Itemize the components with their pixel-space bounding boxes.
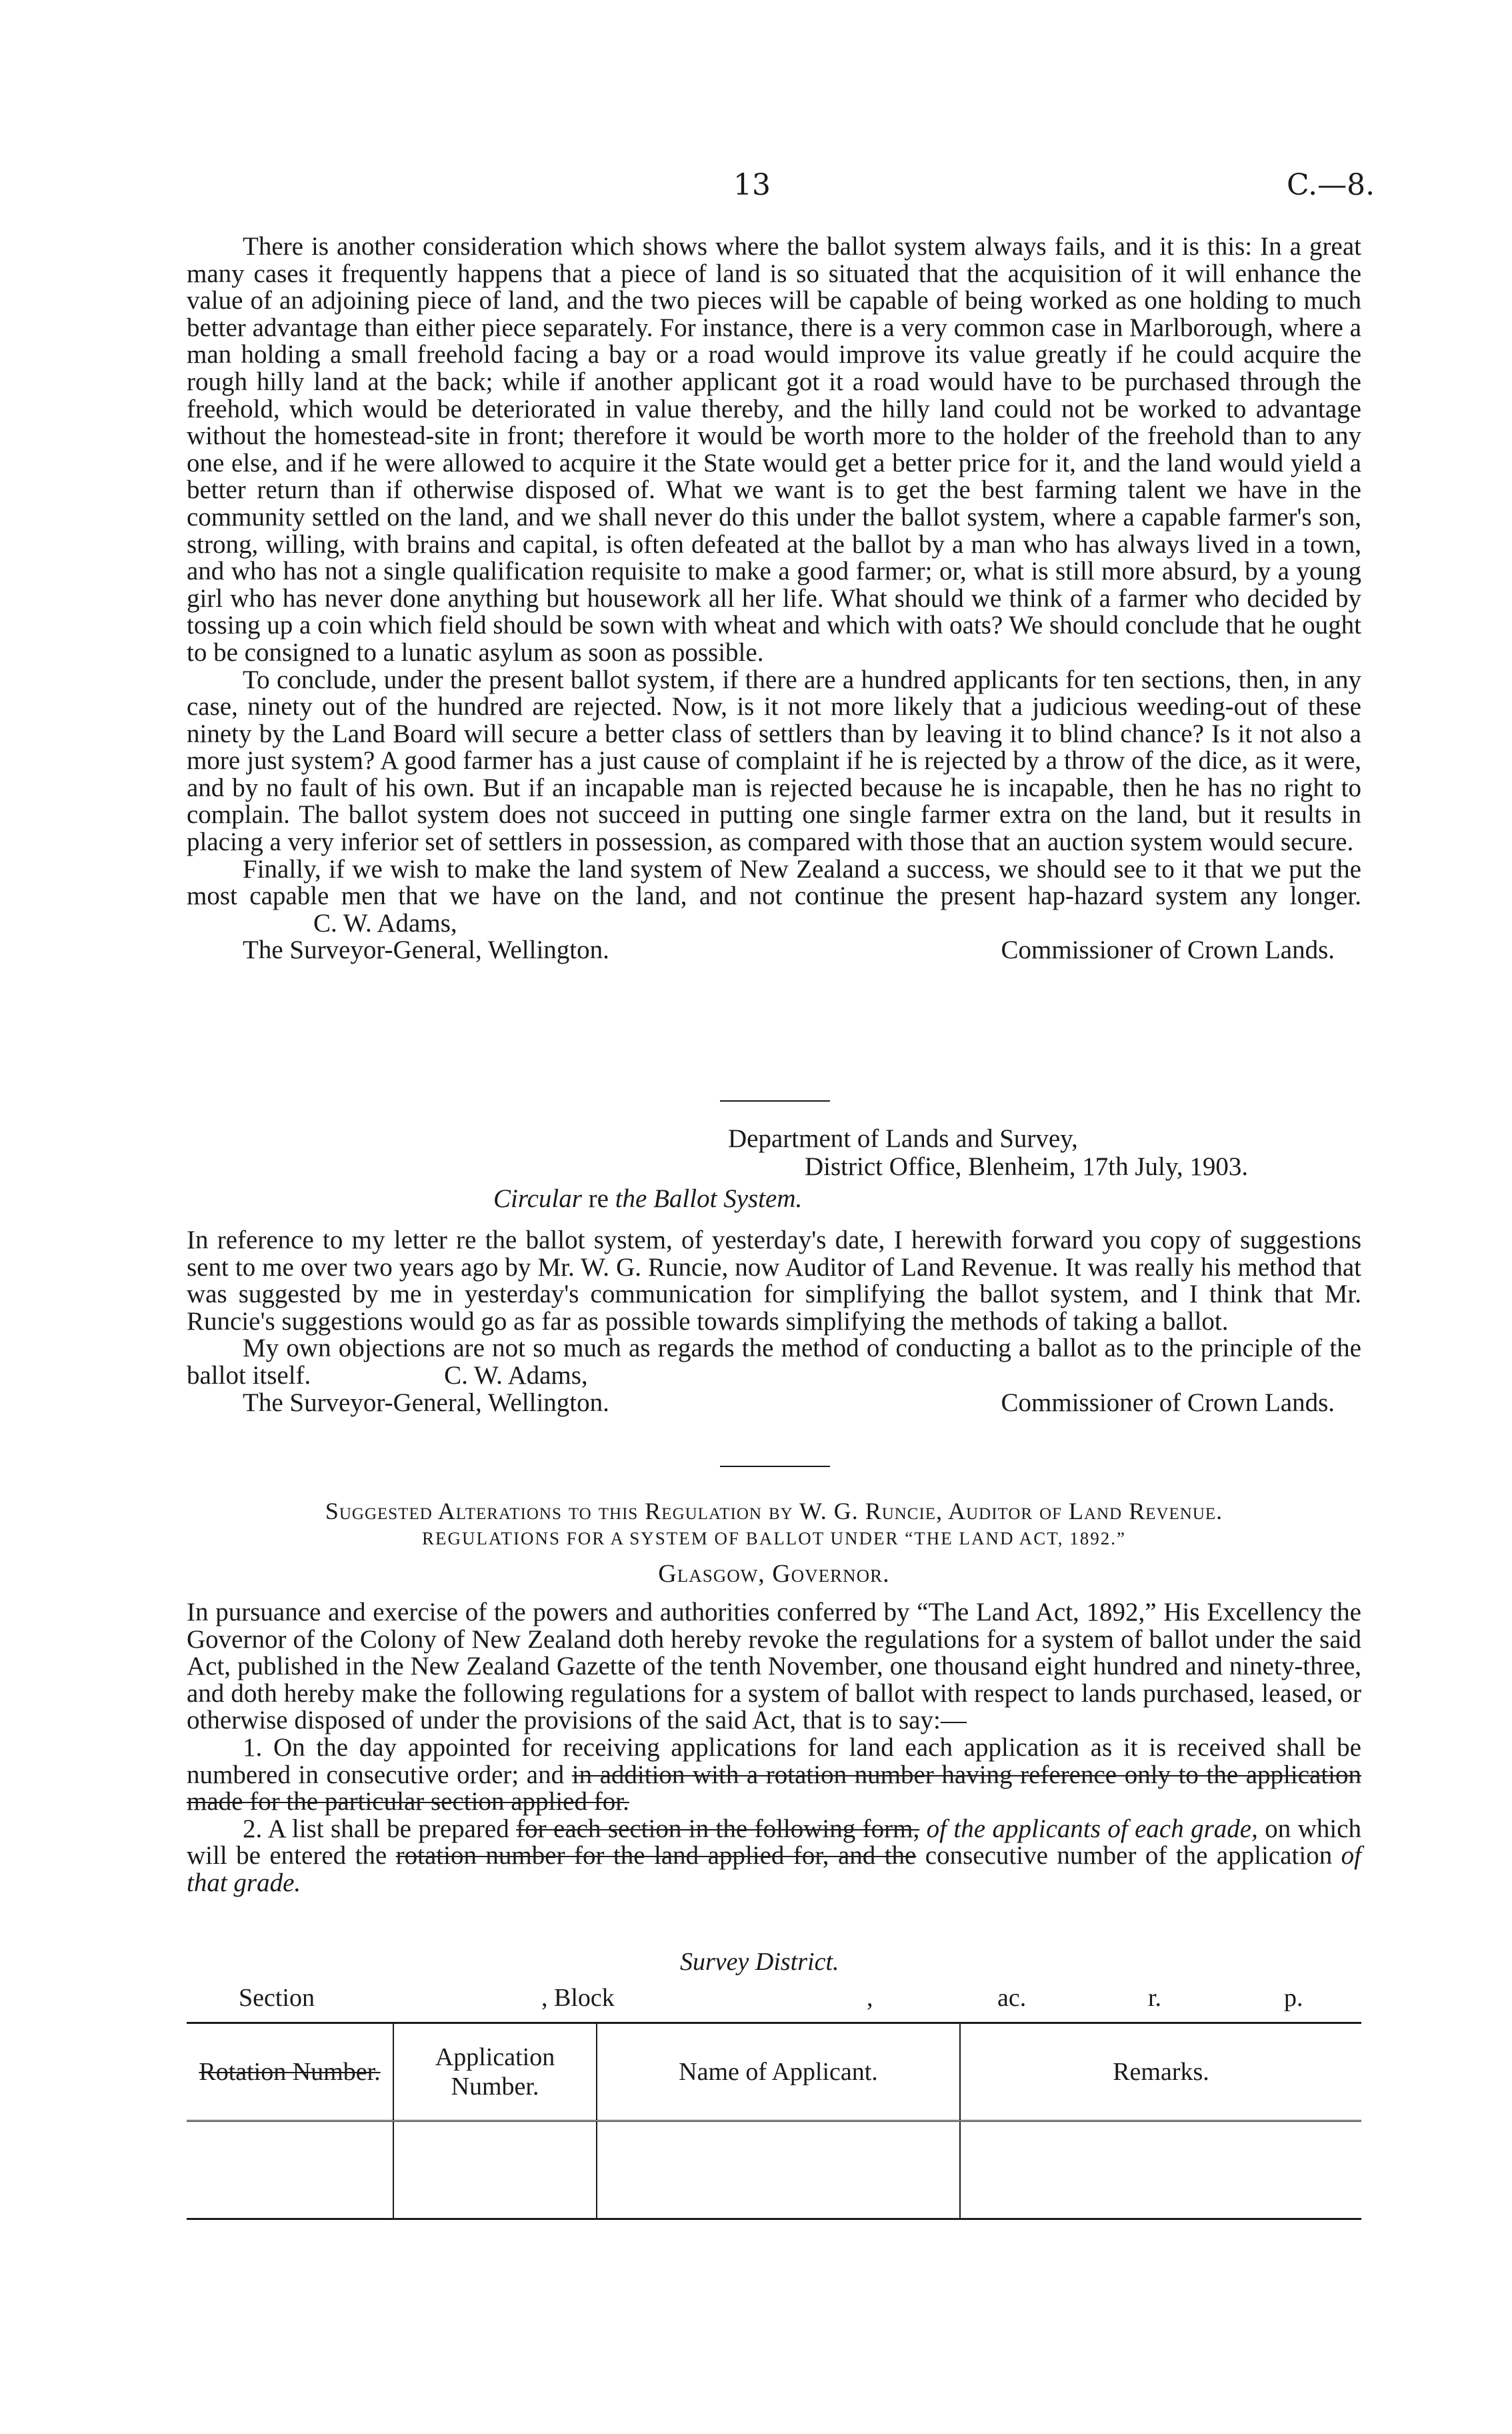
table-row (187, 2121, 1361, 2219)
signature-name: C. W. Adams, (313, 908, 457, 938)
item-2-text-a: 2. A list shall be prepared (243, 1814, 517, 1843)
item-2-struck-2: rotation number for the land applied for, and the (395, 1841, 917, 1871)
item-2-text-b: on which will be entered the (187, 1814, 1362, 1871)
subject-rest: the Ballot System. (615, 1184, 803, 1213)
paragraph: To conclude, under the present ballot system, if there are a hundred applicants for ten sections, then, in any case, ninety out of the hundred are rejected. Now, is it not more likely that a judicious weeding-out of these ninety by the Land Board will secure a better class of settlers than by leaving it to blind chance? Is it not also a more just system? A good farmer has a just cause of complaint if he is rejected by a throw of the dice, as it were, and by no fault of his own. But if an incapable man is rejected because he is incapable, then he has no right to complain. The ballot system does not succeed in putting one single farmer extra on the land, but it results in placing a very inferior set of settlers in possession, as compared with those that an auction system would secure. (187, 665, 1361, 857)
document-reference: C.—8. (1287, 168, 1375, 202)
regulation-item-1 (187, 1734, 1361, 1816)
signature-line (187, 1390, 1361, 1417)
final-paragraph-text: Finally, if we wish to make the land system of New Zealand a success, we should see to it that we put the most capable men that we have on the land, and not continue the present hap-hazard system any longer. (187, 854, 1361, 911)
signature-title: Commissioner of Crown Lands. (1001, 1388, 1335, 1417)
subject-re: re (581, 1184, 615, 1213)
divider (720, 1466, 830, 1467)
preamble: In pursuance and exercise of the powers and authorities conferred by “The Land Act, 1892,” His Excellency the Governor of the Colony of New Zealand doth hereby revoke the regulations for a system of ballot under the said Act, published in the New Zealand Gazette of the tenth November, one thousand eight hundred and ninety-three, and doth hereby make the following regulations for a system of ballot with respect to lands purchased, leased, or otherwise disposed of under the provisions of the said Act, that is to say:— (187, 1598, 1361, 1735)
item-1-text: 1. On the day appointed for receiving applications for land each application as it is received shall be numbered in consecutive order; and (187, 1732, 1361, 1789)
addressee: The Surveyor-General, Wellington. (243, 936, 609, 965)
column-header-rotation-number: Rotation Number. (187, 2023, 393, 2121)
signature-name: C. W. Adams, (444, 1360, 588, 1390)
paragraph: There is another consideration which shows where the ballot system always fails, and it is this: In a great many cases it frequently happens that a piece of land is so situated that the acquisition of it will enhance the value of an adjoining piece of land, and the two pieces will be capable of being worked as one holding to much better advantage than either piece separately. For instance, there is a very common case in Marlborough, where a man holding a small freehold facing a bay or a road would improve its value greatly if he could acquire the rough hilly land at the back; while if another applicant got it a road would have to be purchased through the freehold, which would be deteriorated in value thereby, and the hilly land could not be worked to advantage without the homestead-site in front; therefore it would be worth more to the holder of the freehold than to any one else, and if he were allowed to acquire it the State would get a better price for it, and the land would yield a better return than if otherwise disposed of. What we want is to get the best farming talent we have in the community settled on the land, and we shall never do this under the ballot system, where a capable farmer's son, strong, willing, with brains and capital, is often defeated at the ballot by a man who has always lived in a town, and who has not a single qualification requisite to make a good farmer; or, what is still more absurd, by a young girl who has never done anything but housework all her life. What should we think of a farmer who decided by tossing up a coin which field should be sown with wheat and which with oats? We should conclude that he ought to be consigned to a lunatic asylum as soon as possible. (187, 232, 1361, 667)
governor-line: Glasgow, Governor. (658, 1560, 890, 1588)
item-2-struck-1: for each section in the following form, (516, 1814, 920, 1843)
letter-1-body (187, 233, 1361, 964)
table-header-row (187, 2023, 1361, 2121)
survey-district-label: Survey District. (680, 1948, 839, 1976)
perches-label: p. (1284, 1984, 1303, 2012)
column-header-application-number: Application Number. (393, 2023, 597, 2121)
block-label: , Block (541, 1984, 615, 2012)
paragraph-text: My own objections are not so much as regards the method of conducting a ballot as to the principle of the ballot itself. (187, 1334, 1361, 1390)
item-2-italic-2: of that grade. (187, 1841, 1361, 1897)
address-line-1: Department of Lands and Survey, (728, 1124, 1078, 1153)
item-2-text-c: consecutive number of the application (916, 1841, 1341, 1871)
ballot-form-table (187, 2022, 1361, 2220)
signature-title: Commissioner of Crown Lands. (1001, 936, 1335, 965)
column-header-name-of-applicant: Name of Applicant. (597, 2023, 960, 2121)
table-cell (393, 2121, 597, 2219)
signature-line (187, 937, 1361, 964)
comma-separator: , (867, 1984, 873, 2012)
addressee: The Surveyor-General, Wellington. (243, 1388, 609, 1417)
divider (720, 1100, 830, 1102)
address-line-2: District Office, Blenheim, 17th July, 1903. (805, 1152, 1249, 1181)
column-header-remarks: Remarks. (960, 2023, 1361, 2121)
regulation-item-2 (187, 1816, 1361, 1897)
regulations-subtitle: REGULATIONS FOR A SYSTEM OF BALLOT UNDER “THE LAND ACT, 1892.” (421, 1528, 1126, 1548)
acres-label: ac. (997, 1984, 1027, 2012)
item-1-struck-text: in addition with a rotation number having reference only to the application made for the particular section applied for. (187, 1760, 1362, 1816)
table-cell (960, 2121, 1361, 2219)
paragraph: In reference to my letter re the ballot system, of yesterday's date, I herewith forward you copy of suggestions sent to me over two years ago by Mr. W. G. Runcie, now Auditor of Land Revenue. It was really his method that was suggested by me in yesterday's communication for simplifying the ballot system, and I think that Mr. Runcie's suggestions would go as far as possible towards simplifying the methods of taking a ballot. (187, 1226, 1361, 1336)
table-cell (597, 2121, 960, 2219)
letter-2-body (187, 1227, 1361, 1416)
regulations-body (187, 1599, 1361, 1897)
table-cell (187, 2121, 393, 2219)
roods-label: r. (1148, 1984, 1162, 2012)
circular-subject (493, 1186, 802, 1212)
final-paragraph (187, 856, 1361, 938)
item-2-italic-1: of the applicants of each grade, (919, 1814, 1258, 1843)
section-label: Section (239, 1984, 315, 2012)
paragraph (187, 1335, 1361, 1389)
page-number: 13 (733, 168, 771, 202)
regulations-title: Suggested Alterations to this Regulation by W. G. Runcie, Auditor of Land Revenue. (325, 1498, 1223, 1524)
subject-prefix: Circular (493, 1184, 582, 1213)
